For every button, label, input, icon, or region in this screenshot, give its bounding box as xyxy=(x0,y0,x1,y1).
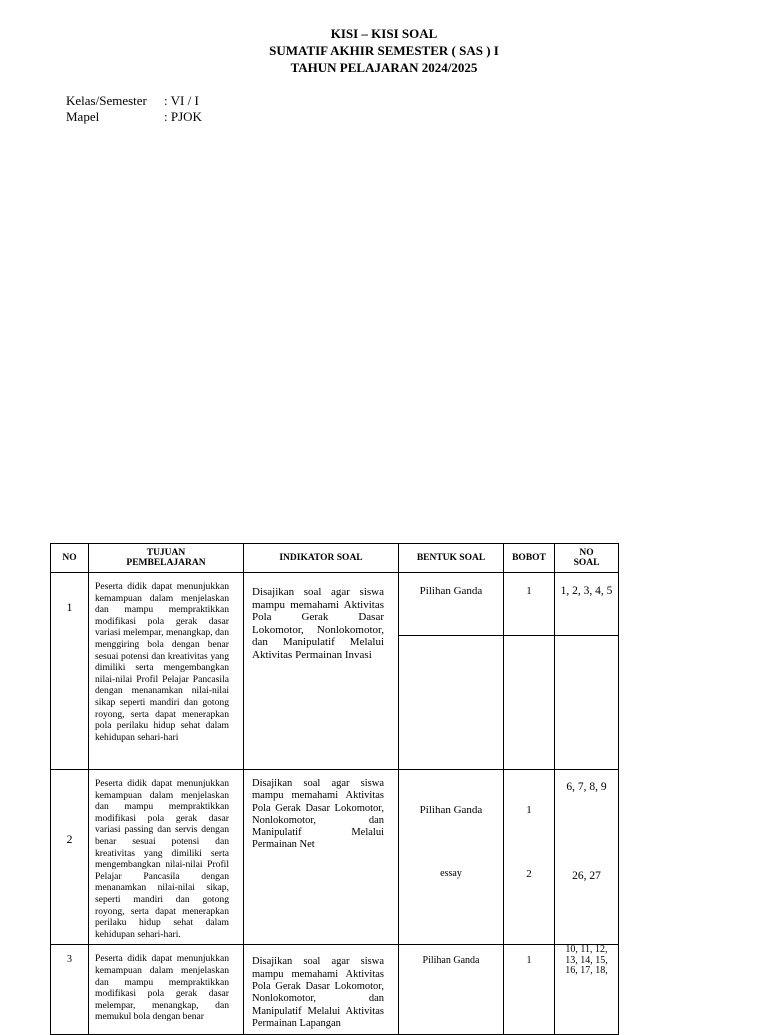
no-soal-pg: 6, 7, 8, 9 xyxy=(566,781,607,793)
bobot-cell xyxy=(504,770,555,945)
mapel-label: Mapel xyxy=(66,109,100,124)
mapel-line xyxy=(66,109,202,125)
bobot-pg: 1 xyxy=(526,804,532,816)
no-soal-cell: 1, 2, 3, 4, 5 xyxy=(555,573,619,636)
mapel-value: : PJOK xyxy=(164,109,202,124)
bentuk-cell xyxy=(399,770,504,945)
table-row xyxy=(51,770,619,945)
indikator-cell: Disajikan soal agar siswa mampu memahami Aktivitas Pola Gerak Dasar Lokomotor, Nonlokomotor, dan Manipulatif Melalui Aktivitas Permainan Lapangan xyxy=(244,945,399,1035)
bentuk-cell: Pilihan Ganda xyxy=(399,573,504,636)
tujuan-cell: Peserta didik dapat menunjukkan kemampuan dalam menjelaskan dan mampu mempraktikkan modifikasi pola gerak dasar variasi melempar, menangkap, dan menggiring bola dengan benar sesuai potensi dan kreativitas yang dimiliki serta mengembangkan nilai-nilai Profil Pelajar Pancasila dengan menanamkan nilai-nilai sikap seperti mandiri dan gotong royong, serta dapat menerapkan pola perilaku hidup sehat dalam kehidupan sehari-hari xyxy=(89,573,244,770)
row-no: 1 xyxy=(51,573,89,770)
kelas-value: : VI / I xyxy=(164,93,199,108)
tujuan-cell: Peserta didik dapat menunjukkan kemampuan dalam menjelaskan dan mampu mempraktikkan modifikasi pola gerak dasar melempar, menangkap, dan memukul bola dengan benar xyxy=(89,945,244,1035)
no-soal-cell xyxy=(555,770,619,945)
bentuk-pg: Pilihan Ganda xyxy=(419,804,483,816)
bobot-essay: 2 xyxy=(526,868,532,880)
row-no: 2 xyxy=(51,770,89,945)
col-header-bobot: BOBOT xyxy=(504,544,555,573)
doc-year: TAHUN PELAJARAN 2024/2025 xyxy=(290,60,478,75)
bentuk-cell: Pilihan Ganda xyxy=(399,945,504,1035)
row-no: 3 xyxy=(51,945,89,1035)
col-header-no-soal: NO SOAL xyxy=(555,544,619,573)
kelas-label: Kelas/Semester xyxy=(66,93,147,108)
bentuk-cell-empty xyxy=(399,636,504,770)
tujuan-cell: Peserta didik dapat menunjukkan kemampuan dalam menjelaskan dan mampu mempraktikkan modifikasi pola gerak dasar variasi passing dan servis dengan benar sesuai potensi dan kreativitas yang dimiliki serta mengembangkan nilai-nilai Profil Pelajar Pancasila dengan menanamkan nilai-nilai sikap, seperti mandiri dan gotong royong, serta dapat menerapkan perilaku hidup sehat dalam kehidupan sehari-hari. xyxy=(89,770,244,945)
kelas-line xyxy=(66,93,199,109)
doc-title: KISI – KISI SOAL xyxy=(330,26,438,41)
indikator-cell: Disajikan soal agar siswa mampu memahami Aktivitas Pola Gerak Dasar Lokomotor, Nonlokomotor, dan Manipulatif Melalui Aktivitas Permainan Invasi xyxy=(244,573,399,770)
doc-subtitle: SUMATIF AKHIR SEMESTER ( SAS ) I xyxy=(269,43,499,58)
col-header-tujuan: TUJUAN PEMBELAJARAN xyxy=(89,544,244,573)
bobot-cell: 1 xyxy=(504,573,555,636)
col-header-bentuk: BENTUK SOAL xyxy=(399,544,504,573)
indikator-cell: Disajikan soal agar siswa mampu memahami Aktivitas Pola Gerak Dasar Lokomotor, Nonlokomotor, dan Manipulatif Melalui Permainan Net xyxy=(244,770,399,945)
bobot-cell-empty xyxy=(504,636,555,770)
table-header-row xyxy=(51,544,619,573)
table-row xyxy=(51,945,619,1035)
col-header-indikator: INDIKATOR SOAL xyxy=(244,544,399,573)
bentuk-essay: essay xyxy=(440,868,462,879)
table-row xyxy=(51,573,619,636)
col-header-no: NO xyxy=(51,544,89,573)
bobot-cell: 1 xyxy=(504,945,555,1035)
no-soal-cell-empty xyxy=(555,636,619,770)
no-soal-essay: 26, 27 xyxy=(572,870,601,882)
no-soal-cell: 10, 11, 12, 13, 14, 15, 16, 17, 18, xyxy=(555,945,619,1035)
kisi-table xyxy=(50,543,619,1035)
